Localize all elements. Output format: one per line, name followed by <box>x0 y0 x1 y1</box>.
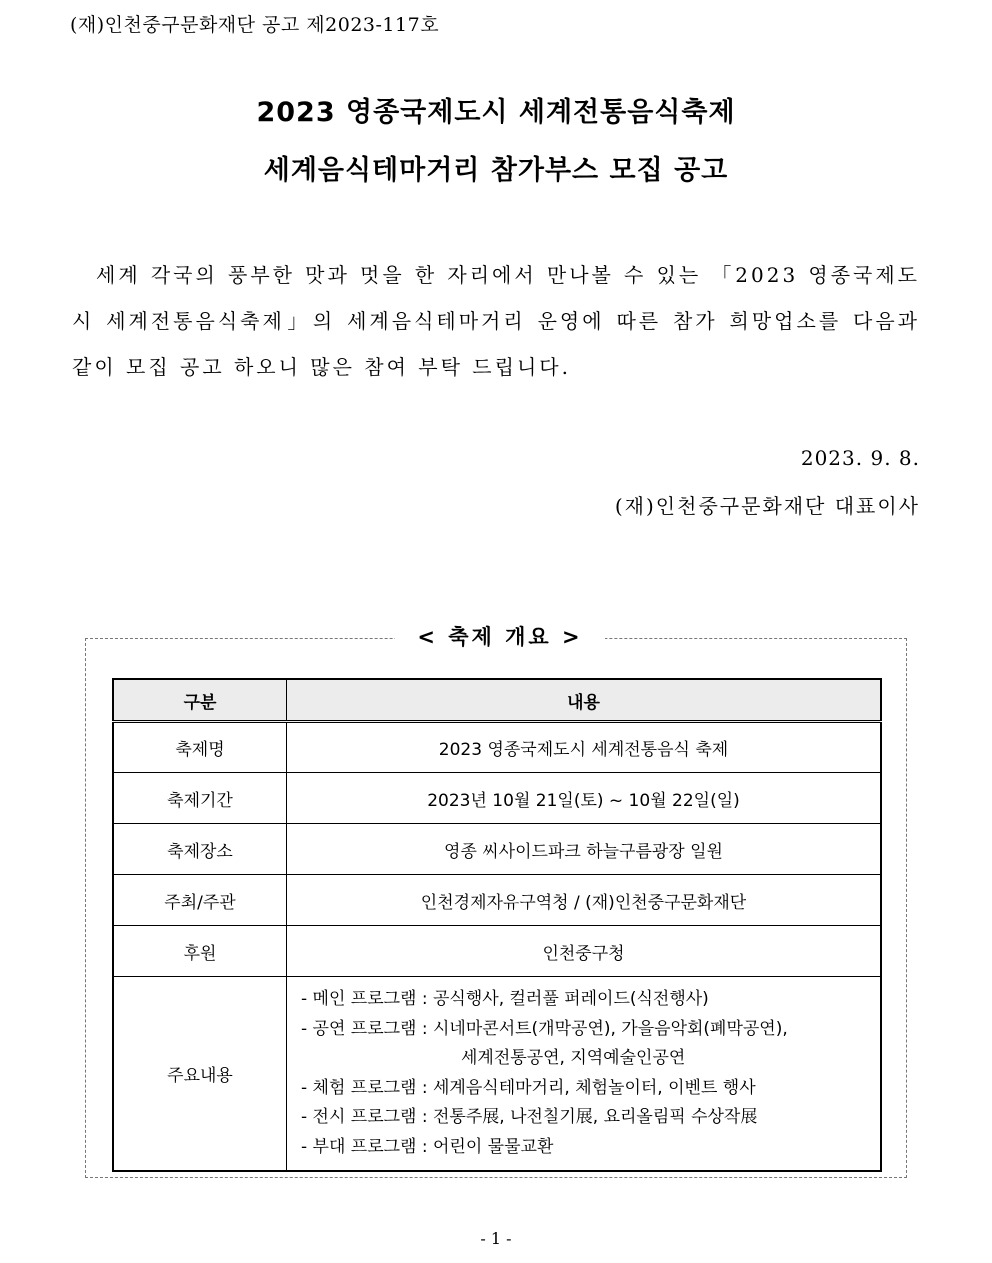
title-line-2: 세계음식테마거리 참가부스 모집 공고 <box>263 155 729 186</box>
row-label: 주요내용 <box>113 977 287 1172</box>
row-label: 축제기간 <box>113 773 287 824</box>
overview-title: < 축제 개요 > <box>395 621 605 651</box>
row-label: 후원 <box>113 926 287 977</box>
notice-date: 2023. 9. 8. <box>800 446 920 470</box>
table-row <box>113 773 881 824</box>
signer: (재)인천중구문화재단 대표이사 <box>614 494 920 518</box>
table-row <box>113 875 881 926</box>
table-row <box>113 926 881 977</box>
program-line-exhibition: - 전시 프로그램 : 전통주展, 나전칠기展, 요리올림픽 수상작展 <box>301 1107 758 1127</box>
row-value: 인천중구청 <box>287 926 882 977</box>
row-value: 2023년 10월 21일(토) ~ 10월 22일(일) <box>287 773 882 824</box>
table-header-row <box>113 679 881 722</box>
program-line-performance: - 공연 프로그램 : 시네마콘서트(개막공연), 가을음악회(폐막공연), <box>301 1018 788 1039</box>
program-line-experience: - 체험 프로그램 : 세계음식테마거리, 체험놀이터, 이벤트 행사 <box>301 1077 756 1098</box>
title-line-1: 2023 영종국제도시 세계전통음식축제 <box>256 97 736 128</box>
header-category: 구분 <box>113 679 287 722</box>
table-row <box>113 722 881 773</box>
main-content-list <box>287 977 882 1172</box>
row-value: 인천경제자유구역청 / (재)인천중구문화재단 <box>287 875 882 926</box>
program-line-auxiliary: - 부대 프로그램 : 어린이 물물교환 <box>301 1136 554 1157</box>
table-row <box>113 824 881 875</box>
intro-paragraph <box>72 252 920 390</box>
table-row-main-content <box>113 977 881 1172</box>
row-value: 영종 씨사이드파크 하늘구름광장 일원 <box>287 824 882 875</box>
row-label: 축제장소 <box>113 824 287 875</box>
festival-overview-table <box>112 678 882 1172</box>
intro-text: 세계 각국의 풍부한 맛과 멋을 한 자리에서 만나볼 수 있는 「2023 영종국제도시 세계전통음식축제」의 세계음식테마거리 운영에 따른 참가 희망업소를 다음과 같이 모집 공고 하오니 많은 참여 부탁 드립니다. <box>72 263 920 379</box>
program-line-performance-cont: 세계전통공연, 지역예술인공연 <box>461 1048 686 1068</box>
row-value: 2023 영종국제도시 세계전통음식 축제 <box>287 722 882 773</box>
page-title <box>0 84 992 200</box>
row-label: 축제명 <box>113 722 287 773</box>
header-content: 내용 <box>287 679 882 722</box>
program-line-main: - 메인 프로그램 : 공식행사, 컬러풀 퍼레이드(식전행사) <box>301 989 709 1009</box>
row-label: 주최/주관 <box>113 875 287 926</box>
page-number: - 1 - <box>480 1229 512 1248</box>
notice-number: (재)인천중구문화재단 공고 제2023-117호 <box>70 14 440 36</box>
